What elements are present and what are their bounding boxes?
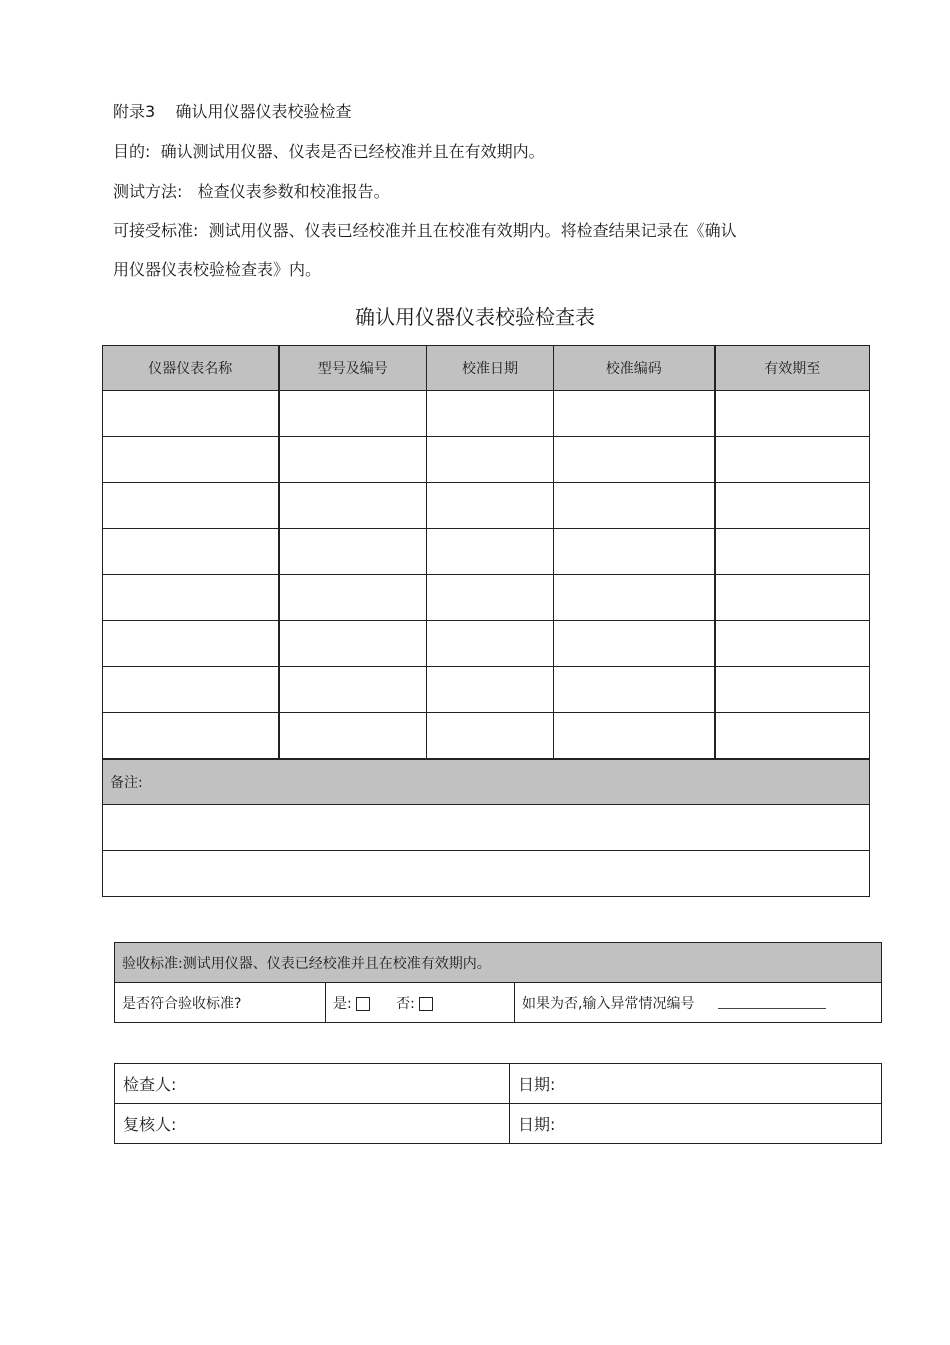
yes-no-cell [326,983,515,1023]
model-number-cell[interactable] [279,437,427,483]
yes-label: 是: [333,995,352,1012]
table-row [103,575,870,621]
reviewer-row [115,1104,882,1144]
column-header-instrument-name: 仪器仪表名称 [103,346,279,391]
calibration-code-cell[interactable] [554,667,715,713]
table-row [103,529,870,575]
remarks-row [103,851,870,897]
calibration-code-cell[interactable] [554,391,715,437]
table-title: 确认用仪器仪表校验检查表 [355,305,595,329]
model-number-cell[interactable] [279,713,427,760]
exception-cell [515,983,882,1023]
remarks-row [103,805,870,851]
yes-option [333,993,370,1013]
method-label: 测试方法: [113,182,183,201]
table-row [103,621,870,667]
valid-until-cell[interactable] [715,437,870,483]
column-header-model-number: 型号及编号 [279,346,427,391]
criteria-text-line2: 用仪器仪表校验检查表》内。 [113,260,322,279]
inspection-table [102,345,870,897]
model-number-cell[interactable] [279,483,427,529]
appendix-heading [113,102,352,122]
reviewer-field[interactable] [115,1104,510,1144]
signoff-table [114,1063,882,1144]
calibration-code-cell[interactable] [554,529,715,575]
model-number-cell[interactable] [279,621,427,667]
acceptance-criteria-text: 验收标准:测试用仪器、仪表已经校准并且在校准有效期内。 [115,943,882,983]
inspector-date-field[interactable] [510,1064,882,1104]
table-header-row [103,346,870,391]
calibration-date-cell[interactable] [427,391,554,437]
criteria-line [113,221,737,241]
table-row [103,667,870,713]
valid-until-cell[interactable] [715,575,870,621]
appendix-number: 附录3 [113,102,156,121]
remarks-header-row [103,759,870,805]
valid-until-cell[interactable] [715,667,870,713]
valid-until-cell[interactable] [715,713,870,760]
purpose-label: 目的: [113,142,151,161]
calibration-date-cell[interactable] [427,621,554,667]
purpose-text: 确认测试用仪器、仪表是否已经校准并且在有效期内。 [160,142,545,161]
calibration-date-cell[interactable] [427,713,554,760]
acceptance-question: 是否符合验收标准? [115,983,326,1023]
acceptance-answer-row [115,983,882,1023]
instrument-name-cell[interactable] [103,529,279,575]
table-row [103,391,870,437]
calibration-date-cell[interactable] [427,575,554,621]
appendix-title: 确认用仪器仪表校验检查 [175,102,352,121]
calibration-code-cell[interactable] [554,437,715,483]
instrument-name-cell[interactable] [103,667,279,713]
reviewer-date-label: 日期: [518,1115,556,1134]
reviewer-date-field[interactable] [510,1104,882,1144]
purpose-line [113,142,545,162]
instrument-name-cell[interactable] [103,621,279,667]
table-row [103,713,870,760]
calibration-code-cell[interactable] [554,621,715,667]
no-option [396,993,433,1013]
calibration-date-cell[interactable] [427,483,554,529]
valid-until-cell[interactable] [715,621,870,667]
calibration-code-cell[interactable] [554,575,715,621]
exception-prompt: 如果为否,输入异常情况编号 [522,995,695,1012]
column-header-calibration-code: 校准编码 [554,346,715,391]
method-text: 检查仪表参数和校准报告。 [197,182,390,201]
inspector-field[interactable] [115,1064,510,1104]
calibration-date-cell[interactable] [427,437,554,483]
no-checkbox[interactable] [419,997,433,1011]
inspector-label: 检查人: [123,1075,177,1094]
calibration-code-cell[interactable] [554,713,715,760]
remarks-input-cell[interactable] [103,851,870,897]
method-line [113,182,390,202]
remarks-label: 备注: [103,759,870,805]
table-row [103,437,870,483]
calibration-date-cell[interactable] [427,667,554,713]
criteria-label: 可接受标准: [113,221,199,240]
calibration-date-cell[interactable] [427,529,554,575]
criteria-text-line1: 测试用仪器、仪表已经校准并且在校准有效期内。将检查结果记录在《确认 [208,221,737,240]
calibration-code-cell[interactable] [554,483,715,529]
model-number-cell[interactable] [279,391,427,437]
criteria-line-2 [113,260,321,280]
valid-until-cell[interactable] [715,529,870,575]
remarks-input-cell[interactable] [103,805,870,851]
instrument-name-cell[interactable] [103,483,279,529]
valid-until-cell[interactable] [715,391,870,437]
acceptance-header-row [115,943,882,983]
reviewer-label: 复核人: [123,1115,177,1134]
no-label: 否: [396,995,415,1012]
inspector-row [115,1064,882,1104]
model-number-cell[interactable] [279,529,427,575]
instrument-name-cell[interactable] [103,391,279,437]
valid-until-cell[interactable] [715,483,870,529]
exception-number-field[interactable] [718,998,826,1009]
acceptance-table [114,942,882,1023]
model-number-cell[interactable] [279,667,427,713]
instrument-name-cell[interactable] [103,575,279,621]
instrument-name-cell[interactable] [103,437,279,483]
inspector-date-label: 日期: [518,1075,556,1094]
table-row [103,483,870,529]
column-header-valid-until: 有效期至 [715,346,870,391]
column-header-calibration-date: 校准日期 [427,346,554,391]
instrument-name-cell[interactable] [103,713,279,760]
model-number-cell[interactable] [279,575,427,621]
yes-checkbox[interactable] [356,997,370,1011]
